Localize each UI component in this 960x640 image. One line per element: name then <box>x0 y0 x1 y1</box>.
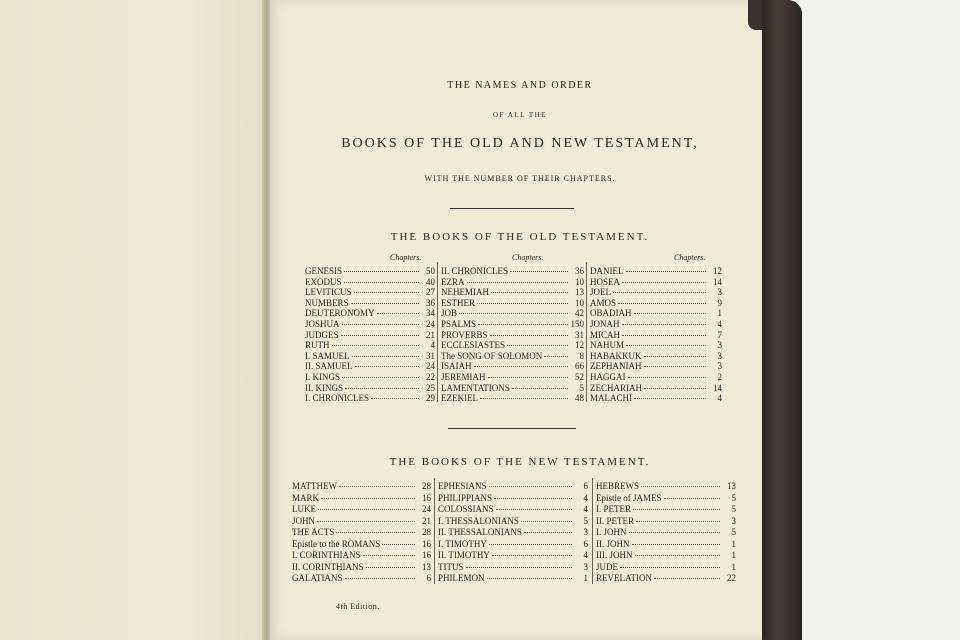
chapter-count: 34 <box>426 308 435 319</box>
chapter-count: 5 <box>731 492 736 503</box>
book-name: III. JOHN <box>596 550 633 560</box>
book-name: MICAH <box>590 329 621 340</box>
dot-leader <box>507 335 568 346</box>
book-name: REVELATION <box>596 573 652 583</box>
chapter-count: 21 <box>426 329 435 340</box>
chapter-count: 16 <box>422 538 431 549</box>
chapter-count: 6 <box>583 538 588 549</box>
dot-leader <box>336 522 415 533</box>
book-name: NEHEMIAH <box>441 287 489 298</box>
chapters-label: Chapters. <box>512 253 544 262</box>
chapter-count: 6 <box>583 481 588 491</box>
dot-leader <box>318 499 415 510</box>
book-name: II. JOHN <box>596 538 630 549</box>
chapter-count: 1 <box>731 561 736 572</box>
dot-leader <box>382 534 415 545</box>
chapter-count: 10 <box>575 276 584 287</box>
chapter-count: 4 <box>717 393 722 404</box>
dot-leader <box>352 346 420 357</box>
dot-leader <box>644 356 707 367</box>
book-name: PROVERBS <box>441 329 488 340</box>
chapter-count: 6 <box>426 573 431 583</box>
old-testament-heading: THE BOOKS OF THE OLD TESTAMENT. <box>390 231 650 243</box>
book-name: LEVITICUS <box>305 287 352 298</box>
book-name: I. KINGS <box>305 371 340 382</box>
chapter-count: 14 <box>713 382 722 393</box>
dot-leader <box>489 534 572 545</box>
dot-leader <box>629 522 721 533</box>
chapter-count: 36 <box>575 266 584 276</box>
chapter-count: 40 <box>426 276 435 287</box>
chapter-count: 1 <box>717 308 722 319</box>
book-name: I. THESSALONIANS <box>438 515 519 526</box>
chapter-count: 42 <box>575 308 584 319</box>
dot-leader <box>644 378 706 389</box>
dot-leader <box>634 388 706 399</box>
chapter-count: 12 <box>575 340 584 351</box>
chapter-count: 31 <box>426 350 435 361</box>
chapter-count: 3 <box>717 340 722 351</box>
dot-leader <box>342 367 419 378</box>
chapter-count: 10 <box>575 297 584 308</box>
book-name: HABAKKUK <box>590 350 642 361</box>
dot-leader <box>512 378 568 389</box>
dot-leader <box>626 335 706 346</box>
chapter-count: 7 <box>717 329 722 340</box>
dot-leader <box>467 272 569 283</box>
dot-leader <box>339 476 415 487</box>
book-name: NUMBERS <box>305 297 349 308</box>
book-name: ECCLESIASTES <box>441 340 506 351</box>
book-name: AMOS <box>590 297 617 308</box>
book-name: ESTHER <box>441 297 476 308</box>
dot-leader <box>620 557 720 568</box>
chapter-count: 1 <box>583 573 588 583</box>
book-name: II. SAMUEL <box>305 361 353 372</box>
chapter-count: 5 <box>731 504 736 514</box>
book-name: II. KINGS <box>305 382 343 393</box>
chapter-count: 2 <box>717 371 722 382</box>
book-name: Epistle of JAMES <box>596 492 662 503</box>
new-testament-heading: THE BOOKS OF THE NEW TESTAMENT. <box>389 456 651 468</box>
chapter-count: 3 <box>731 515 736 526</box>
chapter-count: 13 <box>575 287 584 298</box>
column-divider <box>592 478 593 584</box>
book-name: HEBREWS <box>596 481 640 491</box>
chapter-count: 16 <box>422 550 431 560</box>
edition-note: 4th Edition. <box>336 602 380 611</box>
dot-leader <box>332 335 420 346</box>
dot-leader <box>626 261 707 272</box>
column-divider <box>434 478 435 584</box>
book-name: II. CHRONICLES <box>441 266 508 276</box>
title-names-and-order: THE NAMES AND ORDER <box>447 80 593 91</box>
book-name: NAHUM <box>590 340 625 351</box>
book-name: JUDGES <box>305 329 339 340</box>
page-title: BOOKS OF THE OLD AND NEW TESTAMENT, <box>341 136 699 151</box>
book-name: JOHN <box>292 515 316 526</box>
title-of-all-the: OF ALL THE <box>493 111 547 119</box>
book-name: MALACHI <box>590 393 632 404</box>
new-testament-column-2 <box>438 478 588 582</box>
book-name: LUKE <box>292 504 316 514</box>
chapter-count: 24 <box>426 318 435 329</box>
dot-leader <box>496 499 572 510</box>
book-name: HAGGAI <box>590 371 626 382</box>
dot-leader <box>654 568 720 579</box>
book-name: PHILEMON <box>438 573 485 583</box>
book-name: Epistle to the ROMANS <box>292 538 381 549</box>
dot-leader <box>355 356 420 367</box>
chapter-count: 24 <box>422 504 431 514</box>
chapter-count: 3 <box>583 527 588 537</box>
dot-leader <box>341 325 419 336</box>
dot-leader <box>510 261 568 272</box>
dot-leader <box>524 522 572 533</box>
book-name: GALATIANS <box>292 573 343 583</box>
book-cover-edge <box>762 0 802 640</box>
book-name: OBADIAH <box>590 308 632 319</box>
chapter-count: 28 <box>422 481 431 491</box>
column-divider <box>437 262 438 402</box>
dot-leader <box>641 476 720 487</box>
dot-leader <box>622 272 706 283</box>
chapter-count: 27 <box>426 287 435 298</box>
chapter-count: 22 <box>426 371 435 382</box>
dot-leader <box>480 388 568 399</box>
dot-leader <box>633 499 720 510</box>
dot-leader <box>342 314 419 325</box>
old-testament-column-3 <box>590 263 722 404</box>
dot-leader <box>474 356 569 367</box>
dot-leader <box>613 282 706 293</box>
book-name: PHILIPPIANS <box>438 492 493 503</box>
book-name: EZRA <box>441 276 465 287</box>
chapter-count: 4 <box>430 340 435 351</box>
title-subtitle: WITH THE NUMBER OF THEIR CHAPTERS. <box>424 174 616 183</box>
new-testament-column-1 <box>292 478 431 582</box>
chapter-count: 3 <box>717 287 722 298</box>
divider-rule <box>448 428 576 429</box>
book-name: JOEL <box>590 287 611 298</box>
dot-leader <box>544 346 568 357</box>
chapter-count: 3 <box>583 561 588 572</box>
chapters-label: Chapters. <box>674 253 706 262</box>
chapter-count: 3 <box>717 361 722 372</box>
dot-leader <box>494 488 572 499</box>
dot-leader <box>636 511 720 522</box>
chapter-count: 13 <box>422 561 431 572</box>
dot-leader <box>628 367 707 378</box>
book-name: PSALMS <box>441 318 477 329</box>
dot-leader <box>521 511 572 522</box>
book-name: LAMENTATIONS <box>441 382 510 393</box>
dot-leader <box>351 293 419 304</box>
chapter-count: 29 <box>426 393 435 404</box>
book-name: GENESIS <box>305 266 343 276</box>
book-name: EXODUS <box>305 276 342 287</box>
dot-leader <box>377 303 420 314</box>
chapter-count: 12 <box>713 266 722 276</box>
book-name: I. PETER <box>596 504 631 514</box>
book-name: I. CHRONICLES <box>305 393 370 404</box>
book-name: The SONG OF SOLOMON <box>441 350 543 361</box>
dot-leader <box>634 303 707 314</box>
old-testament-column-2 <box>441 263 584 404</box>
book-name: JOSHUA <box>305 318 340 329</box>
book-name: EPHESIANS <box>438 481 487 491</box>
book-name: EZEKIEL <box>441 393 478 404</box>
dot-leader <box>489 476 572 487</box>
dot-leader <box>487 568 573 579</box>
chapter-count: 22 <box>727 573 736 583</box>
chapter-count: 5 <box>579 382 584 393</box>
chapter-count: 9 <box>717 297 722 308</box>
book-name: ZEPHANIAH <box>590 361 642 372</box>
dot-leader <box>371 388 419 399</box>
dot-leader <box>488 367 569 378</box>
chapter-count: 5 <box>583 515 588 526</box>
dot-leader <box>345 568 416 579</box>
chapter-count: 66 <box>575 361 584 372</box>
dot-leader <box>491 282 568 293</box>
chapter-count: 24 <box>426 361 435 372</box>
book-name: JOB <box>441 308 458 319</box>
dot-leader <box>466 557 573 568</box>
book-name: I. TIMOTHY <box>438 538 487 549</box>
chapter-count: 13 <box>727 481 736 491</box>
book-name: JEREMIAH <box>441 371 486 382</box>
dot-leader <box>618 293 706 304</box>
book-name: II. CORINTHIANS <box>292 561 364 572</box>
chapter-count: 1 <box>731 550 736 560</box>
chapter-count: 28 <box>422 527 431 537</box>
dot-leader <box>635 545 721 556</box>
book-name: TITUS <box>438 561 464 572</box>
chapter-count: 1 <box>731 538 736 549</box>
book-name: JUDE <box>596 561 618 572</box>
chapter-count: 25 <box>426 382 435 393</box>
chapter-count: 4 <box>583 550 588 560</box>
dot-leader <box>492 545 572 556</box>
book-name: MATTHEW <box>292 481 337 491</box>
book-name: MARK <box>292 492 320 503</box>
chapter-count: 21 <box>422 515 431 526</box>
book-name: ISAIAH <box>441 361 472 372</box>
book-name: II. TIMOTHY <box>438 550 490 560</box>
chapter-count: 31 <box>575 329 584 340</box>
dot-leader <box>363 545 416 556</box>
chapter-count: 14 <box>713 276 722 287</box>
book-name: DANIEL <box>590 266 624 276</box>
dot-leader <box>478 314 568 325</box>
chapters-label: Chapters. <box>390 253 422 262</box>
chapter-count: 52 <box>575 371 584 382</box>
chapter-count: 150 <box>570 318 584 329</box>
chapter-count: 36 <box>426 297 435 308</box>
book-name: RUTH <box>305 340 330 351</box>
dot-leader <box>622 325 706 336</box>
book-name: I. JOHN <box>596 527 627 537</box>
chapter-count: 4 <box>583 492 588 503</box>
left-page <box>0 0 268 640</box>
dot-leader <box>632 534 721 545</box>
dot-leader <box>354 282 420 293</box>
chapter-count: 5 <box>731 527 736 537</box>
book-name: COLOSSIANS <box>438 504 494 514</box>
dot-leader <box>477 293 568 304</box>
dot-leader <box>644 346 707 357</box>
dot-leader <box>622 314 706 325</box>
book-name: HOSEA <box>590 276 621 287</box>
book-name: II. THESSALONIANS <box>438 527 522 537</box>
dot-leader <box>459 303 568 314</box>
chapter-count: 48 <box>575 393 584 404</box>
chapter-count: 4 <box>583 504 588 514</box>
dot-leader <box>321 488 415 499</box>
chapter-count: 50 <box>426 266 435 276</box>
chapter-count: 4 <box>717 318 722 329</box>
chapter-count: 8 <box>579 350 584 361</box>
book-name: I. CORINTHIANS <box>292 550 361 560</box>
book-name: DEUTERONOMY <box>305 308 375 319</box>
chapter-count: 3 <box>717 350 722 361</box>
book-name: THE ACTS <box>292 527 335 537</box>
dot-leader <box>345 378 419 389</box>
dot-leader <box>317 511 415 522</box>
book-name: I. SAMUEL <box>305 350 350 361</box>
chapter-count: 16 <box>422 492 431 503</box>
dot-leader <box>344 272 419 283</box>
book-name: JONAH <box>590 318 620 329</box>
column-divider <box>586 262 587 402</box>
divider-rule <box>450 208 574 209</box>
old-testament-column-1 <box>305 263 435 404</box>
dot-leader <box>366 557 416 568</box>
dot-leader <box>490 325 568 336</box>
book-name: ZECHARIAH <box>590 382 642 393</box>
new-testament-column-3 <box>596 478 736 582</box>
dot-leader <box>344 261 419 272</box>
dot-leader <box>664 488 720 499</box>
book-name: II. PETER <box>596 515 634 526</box>
